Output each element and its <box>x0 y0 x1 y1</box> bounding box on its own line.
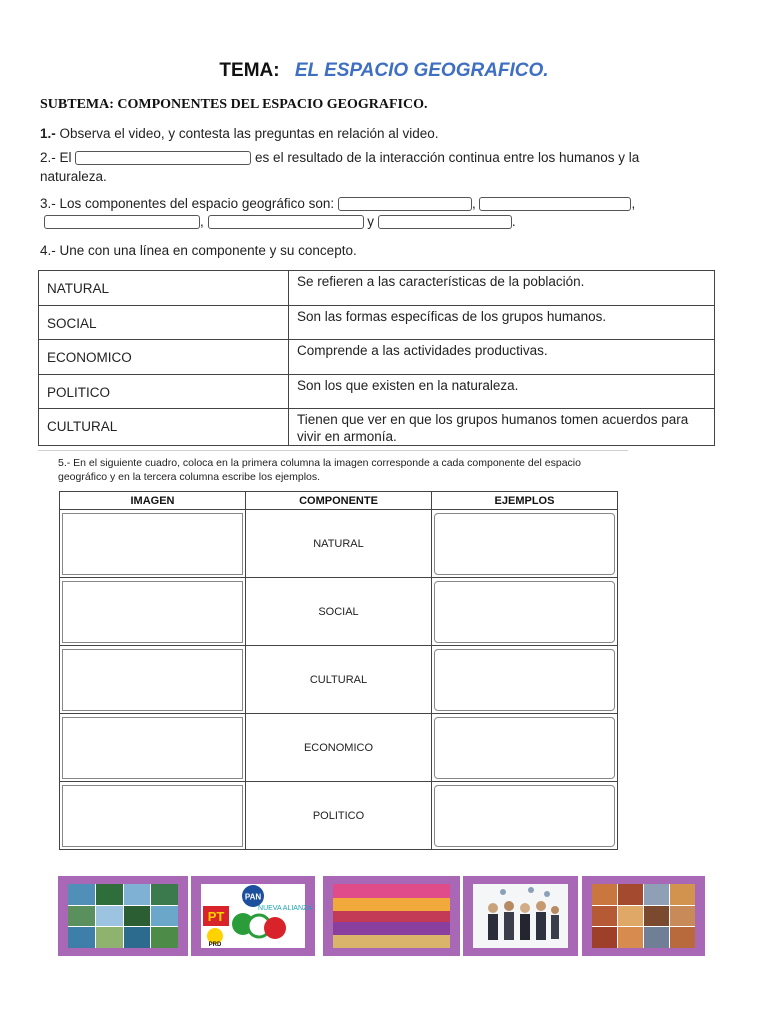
page-title <box>0 60 768 82</box>
image-drop-box[interactable] <box>62 649 243 711</box>
comma-separator: , <box>471 196 476 211</box>
image-drop-cell[interactable] <box>60 510 246 578</box>
table-row <box>60 782 618 850</box>
question-4: 4.- Une con una línea en componente y su concepto. <box>40 243 357 258</box>
end-period: . <box>511 214 516 229</box>
definition-cell[interactable]: Tienen que ver en que los grupos humanos tomen acuerdos para vivir en armonía. <box>289 409 715 446</box>
image-card-food-market[interactable] <box>582 876 705 956</box>
party-logos-graphic <box>201 884 312 948</box>
question-3 <box>40 196 635 211</box>
component-cell[interactable]: ECONOMICO <box>39 340 289 375</box>
table-row <box>39 409 715 446</box>
pan-logo-text: PAN <box>244 892 262 902</box>
header-ejemplos: EJEMPLOS <box>432 492 618 510</box>
image-drop-cell[interactable] <box>60 646 246 714</box>
image-card-market[interactable] <box>323 876 460 956</box>
answer-blank-3b[interactable] <box>479 197 631 211</box>
question-3-text: 3.- Los componentes del espacio geográfico son: <box>40 196 335 211</box>
table-row <box>60 578 618 646</box>
question-2-before: 2.- El <box>40 150 72 165</box>
image-drop-cell[interactable] <box>60 714 246 782</box>
title-prefix: TEMA: <box>219 60 280 81</box>
component-label: CULTURAL <box>246 646 432 714</box>
image-card-business[interactable] <box>463 876 578 956</box>
image-drop-box[interactable] <box>62 717 243 779</box>
table-row <box>60 510 618 578</box>
pt-logo-text: PT <box>207 909 225 924</box>
definition-cell[interactable]: Son las formas específicas de los grupos humanos. <box>289 305 715 340</box>
component-label: ECONOMICO <box>246 714 432 782</box>
image-card-parties[interactable] <box>191 876 315 956</box>
question-3-line2 <box>44 214 516 229</box>
definition-cell[interactable]: Se refieren a las características de la población. <box>289 271 715 306</box>
table-header-row <box>60 492 618 510</box>
component-label: POLITICO <box>246 782 432 850</box>
examples-cell[interactable] <box>432 782 618 850</box>
answer-blank-3c[interactable] <box>44 215 200 229</box>
business-people-image <box>473 884 568 948</box>
table-row <box>39 271 715 306</box>
examples-cell[interactable] <box>432 510 618 578</box>
component-cell[interactable]: NATURAL <box>39 271 289 306</box>
component-cell[interactable]: POLITICO <box>39 374 289 409</box>
component-cell[interactable]: CULTURAL <box>39 409 289 446</box>
divider <box>38 450 628 451</box>
answer-blank-2[interactable] <box>75 151 251 165</box>
comma-separator: , <box>631 196 636 211</box>
prd-logo-text: PRD <box>208 942 222 948</box>
examples-input-box[interactable] <box>434 717 615 779</box>
image-drop-box[interactable] <box>62 581 243 643</box>
subtitle: SUBTEMA: COMPONENTES DEL ESPACIO GEOGRAFICO. <box>40 97 428 112</box>
comma-separator: , <box>200 214 204 229</box>
business-people-graphic <box>473 884 568 948</box>
image-drop-cell[interactable] <box>60 782 246 850</box>
answer-blank-3a[interactable] <box>338 197 472 211</box>
party-logos-image <box>201 884 312 948</box>
table-row <box>39 305 715 340</box>
image-drop-cell[interactable] <box>60 578 246 646</box>
answer-blank-3e[interactable] <box>378 215 512 229</box>
image-component-table <box>59 491 618 850</box>
nueva-alianza-logo-text: NUEVA ALIANZA <box>258 905 312 912</box>
examples-input-box[interactable] <box>434 649 615 711</box>
image-drop-box[interactable] <box>62 513 243 575</box>
question-2-line2: naturaleza. <box>40 169 107 184</box>
table-row <box>39 340 715 375</box>
market-crafts-image <box>333 884 450 948</box>
component-label: SOCIAL <box>246 578 432 646</box>
question-1-text: Observa el video, y contesta las preguntas en relación al video. <box>59 126 439 141</box>
header-componente: COMPONENTE <box>246 492 432 510</box>
table-row <box>60 646 618 714</box>
component-cell[interactable]: SOCIAL <box>39 305 289 340</box>
y-separator: y <box>367 214 375 229</box>
question-1 <box>40 126 439 141</box>
image-drop-box[interactable] <box>62 785 243 847</box>
definition-cell[interactable]: Son los que existen en la naturaleza. <box>289 374 715 409</box>
examples-input-box[interactable] <box>434 785 615 847</box>
component-label: NATURAL <box>246 510 432 578</box>
header-imagen: IMAGEN <box>60 492 246 510</box>
market-food-image <box>592 884 695 948</box>
question-5: 5.- En el siguiente cuadro, coloca en la primera columna la imagen corresponde a cada componente del espacio geográfico y en la tercera columna escribe los ejemplos. <box>58 457 581 483</box>
title-topic: EL ESPACIO GEOGRAFICO. <box>294 60 549 81</box>
question-2-after: es el resultado de la interacción continua entre los humanos y la <box>255 150 640 165</box>
examples-input-box[interactable] <box>434 513 615 575</box>
table-row <box>39 374 715 409</box>
examples-cell[interactable] <box>432 646 618 714</box>
image-card-landscape[interactable] <box>58 876 188 956</box>
question-1-number: 1.- <box>40 126 56 141</box>
landscape-collage-image <box>68 884 178 948</box>
matching-table <box>38 270 715 446</box>
examples-cell[interactable] <box>432 578 618 646</box>
examples-cell[interactable] <box>432 714 618 782</box>
examples-input-box[interactable] <box>434 581 615 643</box>
definition-cell[interactable]: Comprende a las actividades productivas. <box>289 340 715 375</box>
answer-blank-3d[interactable] <box>208 215 364 229</box>
table-row <box>60 714 618 782</box>
question-2 <box>40 150 639 165</box>
